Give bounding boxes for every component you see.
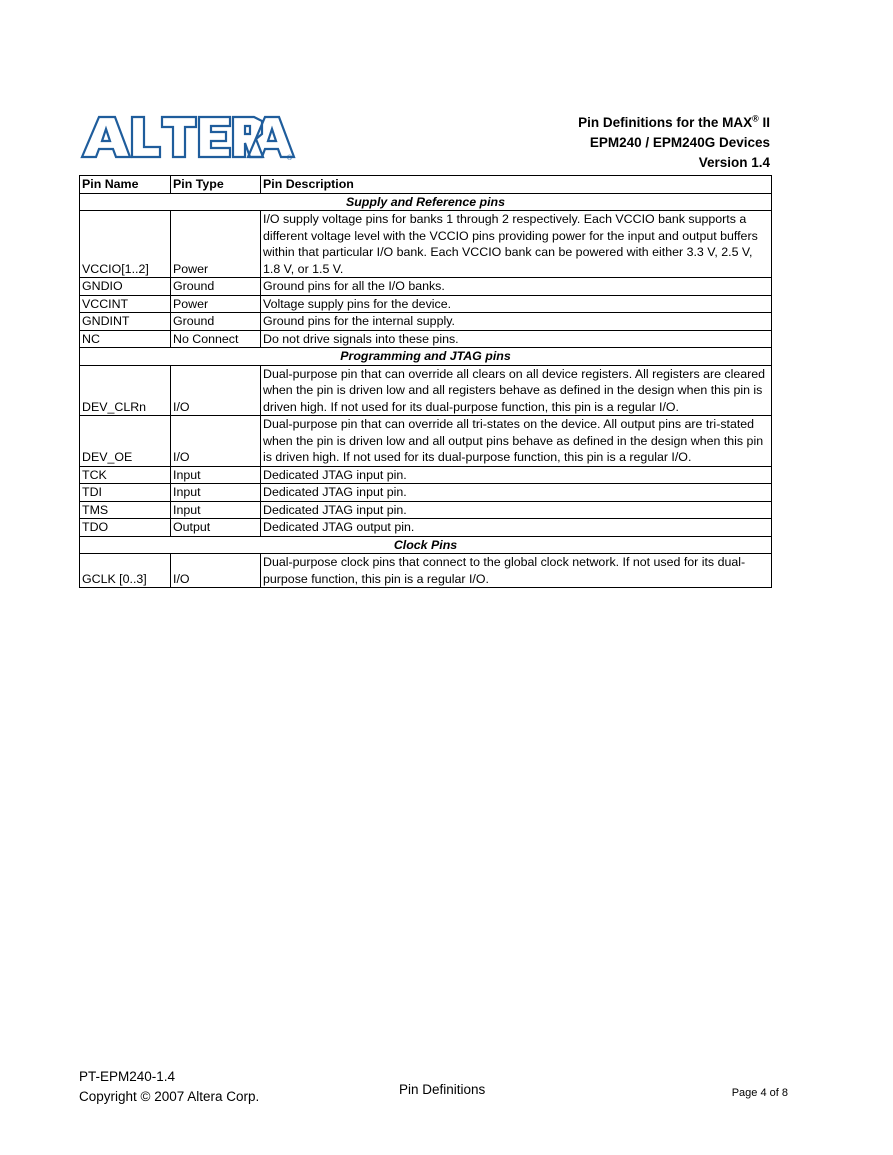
pin-description: Do not drive signals into these pins. — [261, 330, 772, 348]
pin-name: TCK — [80, 466, 171, 484]
pin-name: GCLK [0..3] — [80, 554, 171, 588]
pin-description: Voltage supply pins for the device. — [261, 295, 772, 313]
pin-name: VCCINT — [80, 295, 171, 313]
pin-name: TDO — [80, 519, 171, 537]
pin-name: DEV_OE — [80, 416, 171, 467]
registered-mark: ® — [287, 155, 293, 161]
column-header: Pin Description — [261, 176, 772, 194]
table-row — [80, 519, 772, 537]
table-row — [80, 313, 772, 331]
table-row — [80, 211, 772, 278]
section-row — [80, 348, 772, 366]
table-row — [80, 484, 772, 502]
pin-type: No Connect — [171, 330, 261, 348]
pin-description: Dedicated JTAG input pin. — [261, 466, 772, 484]
section-title: Clock Pins — [80, 536, 772, 554]
pin-type: Ground — [171, 278, 261, 296]
pin-description: Dual-purpose pin that can override all tri-states on the device. All output pins are tri-stated when the pin is driven low and all output pins behave as defined in the design when this pin is driven high. If not used for its dual-purpose function, this pin is a regular I/O. — [261, 416, 772, 467]
document-id: PT-EPM240-1.4 — [79, 1069, 176, 1084]
pin-name: NC — [80, 330, 171, 348]
pin-description: I/O supply voltage pins for banks 1 through 2 respectively. Each VCCIO bank supports a different voltage level with the VCCIO pins providing power for the input and output buffers within that particular I/O bank. Each VCCIO bank can be powered with either 3.3 V, 2.5 V, 1.8 V, or 1.5 V. — [261, 211, 772, 278]
section-row — [80, 536, 772, 554]
column-header: Pin Name — [80, 176, 171, 194]
pin-type: Power — [171, 295, 261, 313]
pin-description: Dual-purpose clock pins that connect to the global clock network. If not used for its dual-purpose function, this pin is a regular I/O. — [261, 554, 772, 588]
pin-description: Dedicated JTAG input pin. — [261, 501, 772, 519]
pin-type: Input — [171, 466, 261, 484]
pin-name: TDI — [80, 484, 171, 502]
title-line-3: Version 1.4 — [698, 155, 770, 170]
pin-name: TMS — [80, 501, 171, 519]
document-title — [578, 113, 770, 173]
table-row — [80, 554, 772, 588]
pin-type: I/O — [171, 365, 261, 416]
footer-left — [79, 1067, 259, 1107]
pin-description: Dedicated JTAG output pin. — [261, 519, 772, 537]
pin-description: Ground pins for all the I/O banks. — [261, 278, 772, 296]
pin-definitions-table — [79, 175, 772, 588]
section-row — [80, 193, 772, 211]
pin-name: VCCIO[1..2] — [80, 211, 171, 278]
copyright: Copyright © 2007 Altera Corp. — [79, 1089, 260, 1104]
table-row — [80, 466, 772, 484]
title-line-1: Pin Definitions for the MAX® II — [578, 113, 770, 130]
table-row — [80, 330, 772, 348]
pin-type: Input — [171, 501, 261, 519]
page-number: Page 4 of 8 — [731, 1087, 788, 1099]
pin-type: Input — [171, 484, 261, 502]
table-header-row — [80, 176, 772, 194]
pin-description: Ground pins for the internal supply. — [261, 313, 772, 331]
title-line-2: EPM240 / EPM240G Devices — [589, 135, 770, 150]
pin-type: Output — [171, 519, 261, 537]
table-row — [80, 278, 772, 296]
table-row — [80, 501, 772, 519]
pin-type: I/O — [171, 416, 261, 467]
section-title: Supply and Reference pins — [80, 193, 772, 211]
pin-type: I/O — [171, 554, 261, 588]
section-title: Programming and JTAG pins — [80, 348, 772, 366]
pin-type: Ground — [171, 313, 261, 331]
altera-logo — [80, 113, 296, 161]
pin-type: Power — [171, 211, 261, 278]
pin-name: GNDINT — [80, 313, 171, 331]
footer-center: Pin Definitions — [399, 1082, 486, 1097]
pin-name: DEV_CLRn — [80, 365, 171, 416]
column-header: Pin Type — [171, 176, 261, 194]
pin-name: GNDIO — [80, 278, 171, 296]
pin-description: Dual-purpose pin that can override all clears on all device registers. All registers are cleared when the pin is driven low and all registers behave as defined in the design when this pin is driven high. If not used for its dual-purpose function, this pin is a regular I/O. — [261, 365, 772, 416]
pin-description: Dedicated JTAG input pin. — [261, 484, 772, 502]
table-row — [80, 416, 772, 467]
table-row — [80, 365, 772, 416]
table-row — [80, 295, 772, 313]
